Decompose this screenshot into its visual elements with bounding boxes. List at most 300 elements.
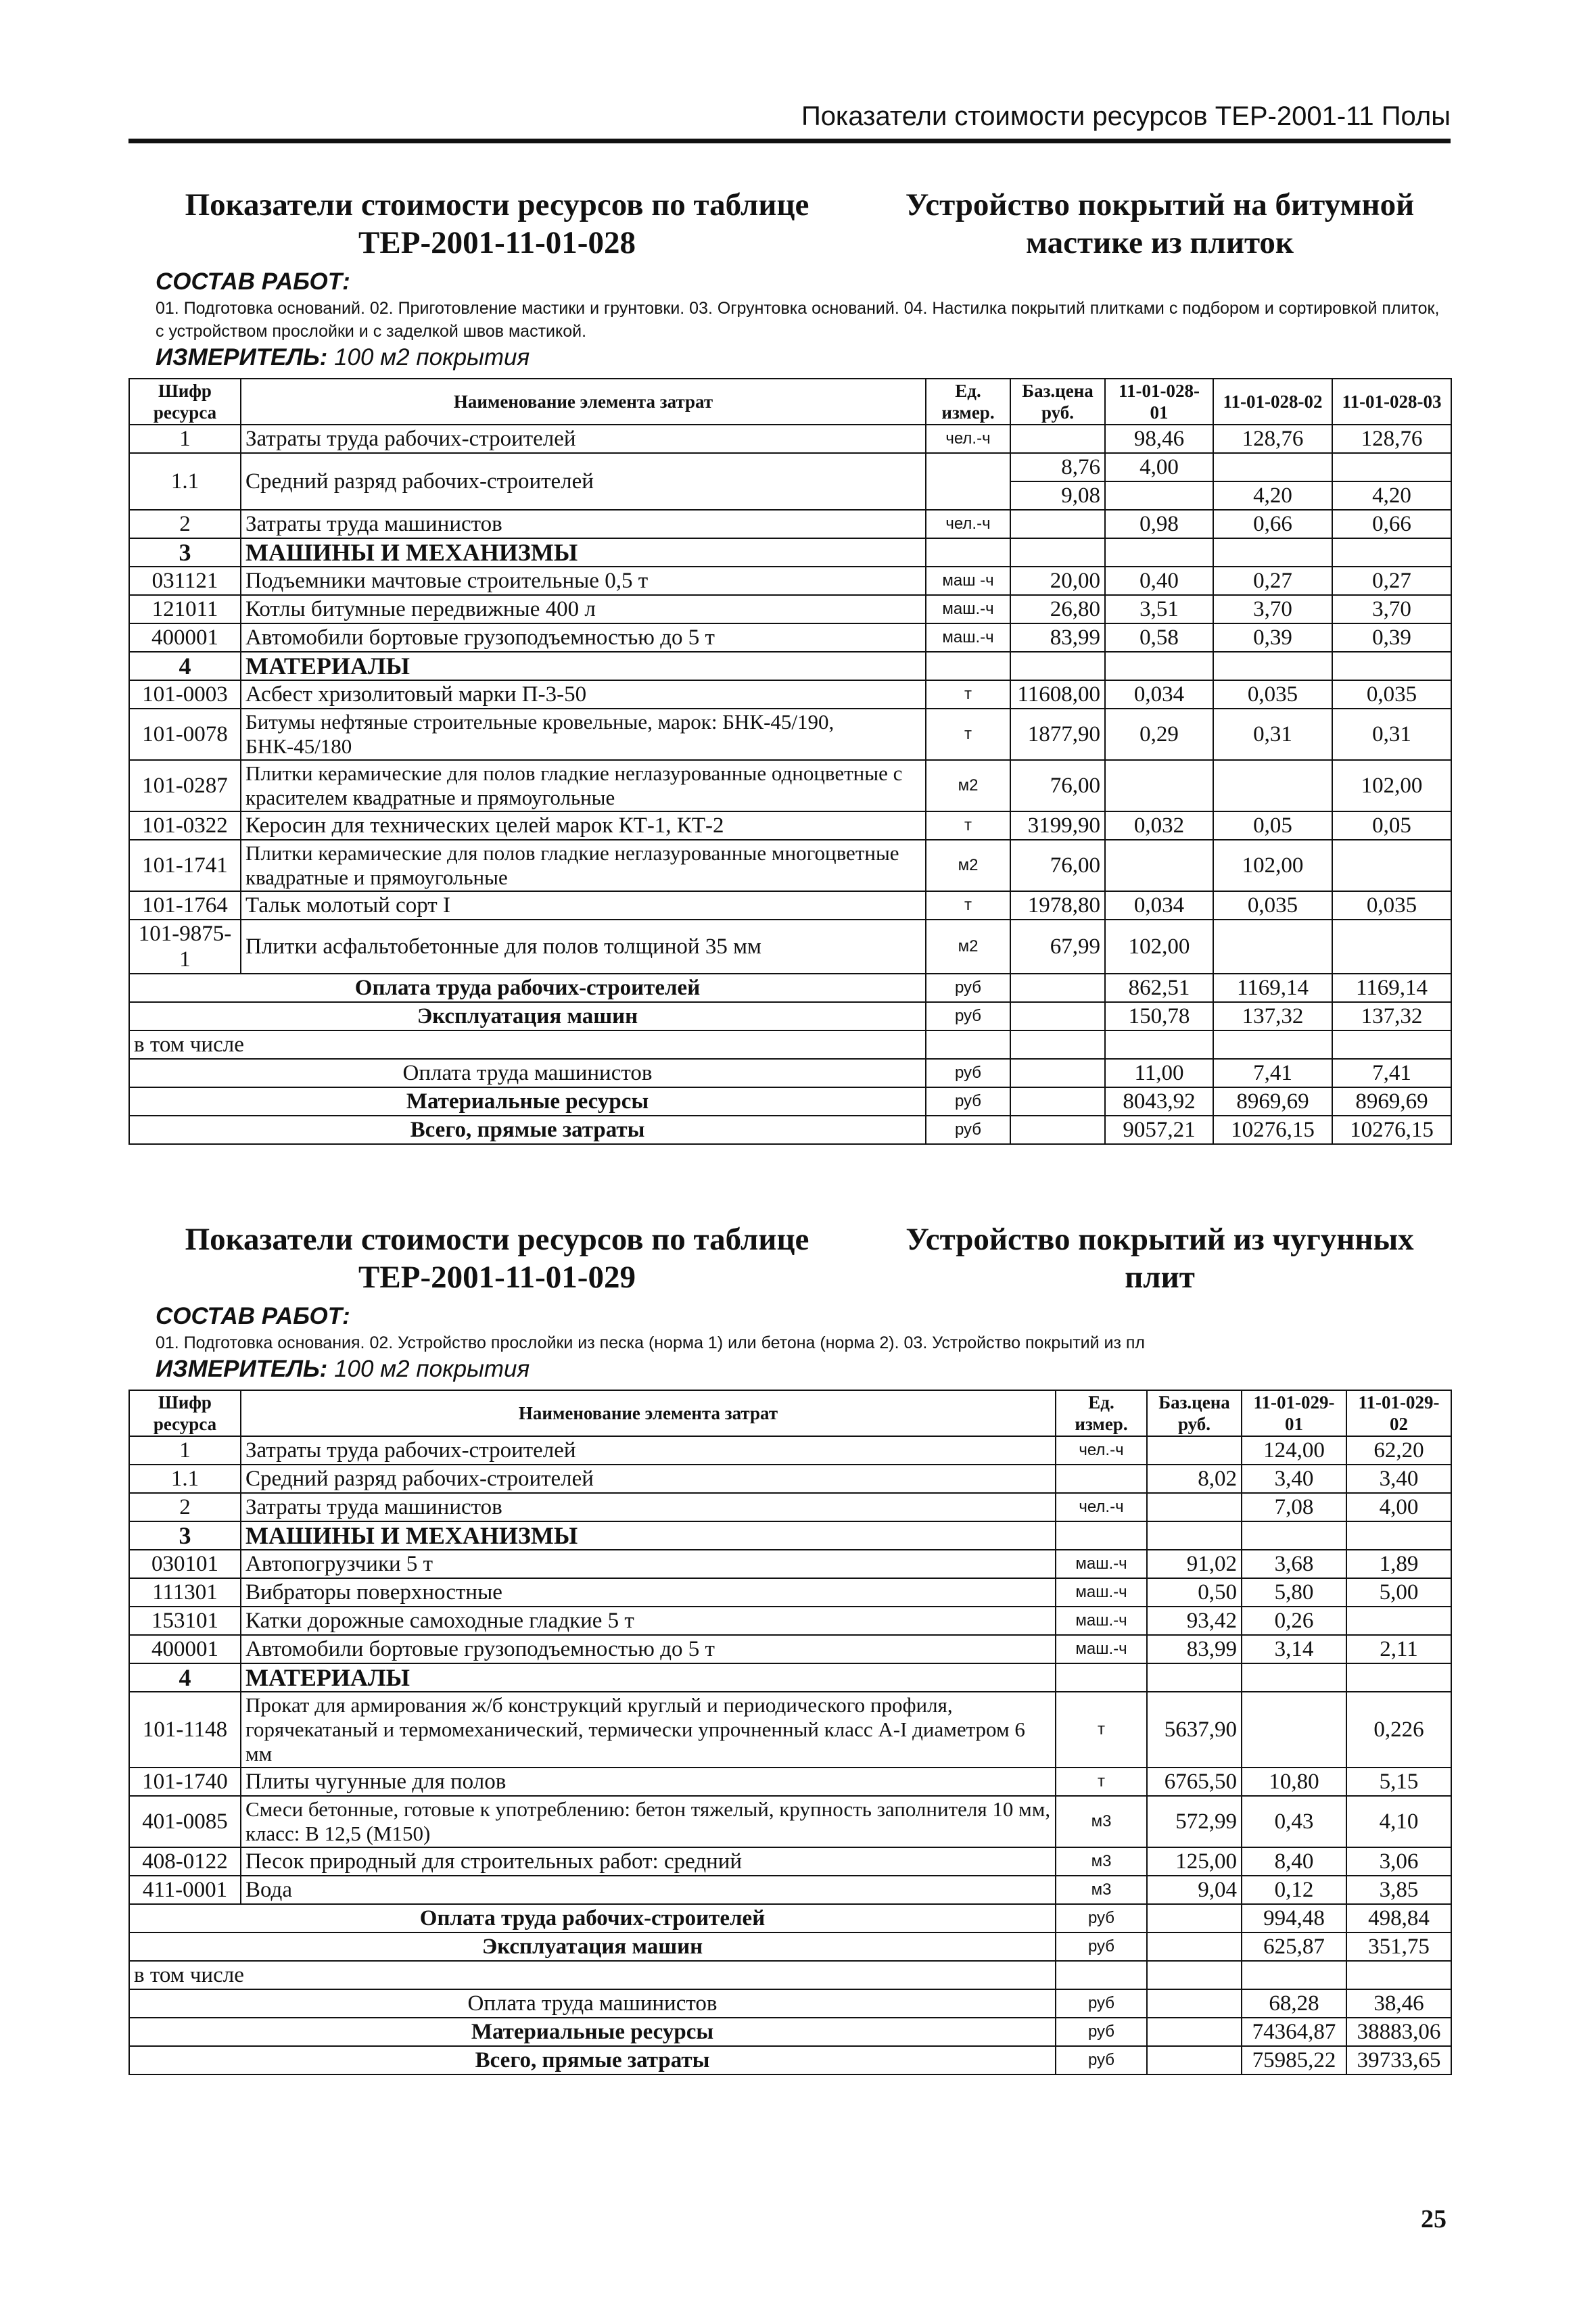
table-row	[129, 811, 1451, 840]
summary-v2: 38883,06	[1346, 2018, 1451, 2046]
row-v1: 0,26	[1242, 1607, 1346, 1635]
row-code: 101-1148	[129, 1692, 241, 1768]
col-norm-02: 11-01-028-02	[1213, 379, 1332, 425]
row-unit: м2	[926, 840, 1010, 891]
composition-text: 01. Подготовка оснований. 02. Приготовление мастики и грунтовки. 03. Огрунтовка оснований. 04. Настилка покрытий плитками с подбором и сортировкой плиток, с устройством прослойки и с заделкой швов мастикой.	[156, 299, 1440, 341]
row-unit: т	[1056, 1768, 1147, 1796]
row-price: 5637,90	[1147, 1692, 1242, 1768]
row-unit: маш.-ч	[926, 595, 1010, 623]
composition-text: 01. Подготовка основания. 02. Устройство прослойки из песка (норма 1) или бетона (норма 2). 03. Устройство покрытий из пл	[156, 1333, 1146, 1352]
col-unit: Ед. измер.	[926, 379, 1010, 425]
table-row	[129, 1876, 1451, 1904]
row-price: 8,76	[1010, 453, 1105, 481]
row-unit: т	[926, 709, 1010, 760]
row-v1	[1105, 481, 1213, 510]
table-row	[129, 1465, 1451, 1493]
row-price: 9,08	[1010, 481, 1105, 510]
summary-empty	[1147, 2046, 1242, 2074]
row-v1	[1242, 1521, 1346, 1550]
row-v1: 3,40	[1242, 1465, 1346, 1493]
row-v3: 4,20	[1332, 481, 1451, 510]
row-v1: 3,51	[1105, 595, 1213, 623]
row-code: 031121	[129, 567, 241, 595]
summary-v3: 137,32	[1332, 1002, 1451, 1030]
row-v2: 2,11	[1346, 1635, 1451, 1663]
row-code: 101-1740	[129, 1768, 241, 1796]
row-v3	[1332, 538, 1451, 567]
summary-empty	[1147, 1932, 1242, 1961]
composition-label: СОСТАВ РАБОТ:	[156, 268, 350, 295]
row-name: Затраты труда рабочих-строителей	[241, 1436, 1056, 1465]
row-price	[1147, 1493, 1242, 1521]
row-unit	[1056, 1663, 1147, 1692]
summary-v3: 7,41	[1332, 1059, 1451, 1087]
row-name: Тальк молотый сорт I	[241, 891, 926, 920]
row-name: Плитки асфальтобетонные для полов толщиной 35 мм	[241, 920, 926, 974]
summary-empty	[1147, 2018, 1242, 2046]
row-v1	[1105, 760, 1213, 811]
row-unit	[1056, 1465, 1147, 1493]
summary-v2: 7,41	[1213, 1059, 1332, 1087]
table-header-row	[129, 1390, 1451, 1436]
table-row	[129, 595, 1451, 623]
row-v1: 0,58	[1105, 623, 1213, 652]
row-price: 83,99	[1010, 623, 1105, 652]
table-row	[129, 1578, 1451, 1607]
row-name: Затраты труда рабочих-строителей	[241, 425, 926, 453]
meter-label: ИЗМЕРИТЕЛЬ:	[156, 1356, 328, 1382]
row-price: 572,99	[1147, 1796, 1242, 1847]
row-unit: маш.-ч	[1056, 1550, 1147, 1578]
summary-v2: 351,75	[1346, 1932, 1451, 1961]
summary-unit: руб	[1056, 1989, 1147, 2018]
summary-v1: 150,78	[1105, 1002, 1213, 1030]
table-row	[129, 567, 1451, 595]
row-name: Песок природный для строительных работ: средний	[241, 1847, 1056, 1876]
row-price: 91,02	[1147, 1550, 1242, 1578]
summary-label: Эксплуатация машин	[129, 1002, 926, 1030]
row-unit	[926, 538, 1010, 567]
summary-row	[129, 1030, 1451, 1059]
row-code: 030101	[129, 1550, 241, 1578]
table-row	[129, 680, 1451, 709]
row-name: Плитки керамические для полов гладкие неглазурованные одноцветные с красителем квадратные и прямоугольные	[241, 760, 926, 811]
summary-v1: 994,48	[1242, 1904, 1346, 1932]
row-unit: м2	[926, 760, 1010, 811]
col-price: Баз.цена руб.	[1147, 1390, 1242, 1436]
row-price: 76,00	[1010, 840, 1105, 891]
row-name: Смеси бетонные, готовые к употреблению: бетон тяжелый, крупность заполнителя 10 мм, класс: В 12,5 (М150)	[241, 1796, 1056, 1847]
row-v1: 10,80	[1242, 1768, 1346, 1796]
row-v3	[1332, 920, 1451, 974]
summary-unit: руб	[926, 1059, 1010, 1087]
row-v1: 0,12	[1242, 1876, 1346, 1904]
summary-unit: руб	[926, 974, 1010, 1002]
row-v1	[1242, 1663, 1346, 1692]
row-v2	[1346, 1521, 1451, 1550]
table-row	[129, 652, 1451, 680]
table-row	[129, 1436, 1451, 1465]
row-price	[1010, 652, 1105, 680]
summary-label: Всего, прямые затраты	[129, 2046, 1056, 2074]
meter-label: ИЗМЕРИТЕЛЬ:	[156, 344, 328, 371]
summary-row	[129, 2018, 1451, 2046]
row-price: 67,99	[1010, 920, 1105, 974]
table-header-row	[129, 379, 1451, 425]
row-v2: 0,226	[1346, 1692, 1451, 1768]
col-name: Наименование элемента затрат	[241, 379, 926, 425]
row-v2: 5,00	[1346, 1578, 1451, 1607]
row-name: Керосин для технических целей марок КТ-1, КТ-2	[241, 811, 926, 840]
summary-label: Материальные ресурсы	[129, 1087, 926, 1116]
summary-v3: 1169,14	[1332, 974, 1451, 1002]
row-v3	[1332, 652, 1451, 680]
summary-row	[129, 1002, 1451, 1030]
section-header	[128, 186, 1451, 267]
summary-v3: 10276,15	[1332, 1116, 1451, 1144]
summary-v3	[1332, 1030, 1451, 1059]
table-row	[129, 1521, 1451, 1550]
row-v2: 1,89	[1346, 1550, 1451, 1578]
row-unit: чел.-ч	[926, 510, 1010, 538]
summary-label: Материальные ресурсы	[129, 2018, 1056, 2046]
table-row	[129, 453, 1451, 481]
row-v3: 0,39	[1332, 623, 1451, 652]
row-price: 3199,90	[1010, 811, 1105, 840]
row-unit	[926, 453, 1010, 510]
summary-row	[129, 1932, 1451, 1961]
row-v2: 4,20	[1213, 481, 1332, 510]
row-price: 125,00	[1147, 1847, 1242, 1876]
row-unit: т	[926, 811, 1010, 840]
row-price: 0,50	[1147, 1578, 1242, 1607]
row-v2: 62,20	[1346, 1436, 1451, 1465]
section-subtitle: Устройство покрытий на битумной мастике из плиток	[905, 187, 1415, 260]
row-unit: т	[1056, 1692, 1147, 1768]
summary-unit: руб	[926, 1116, 1010, 1144]
summary-empty	[1147, 1989, 1242, 2018]
running-header: Показатели стоимости ресурсов ТЕР-2001-11 Полы	[128, 101, 1451, 143]
row-v2: 5,15	[1346, 1768, 1451, 1796]
row-v2: 0,035	[1213, 680, 1332, 709]
page-number: 25	[1421, 2205, 1447, 2233]
summary-v2: 137,32	[1213, 1002, 1332, 1030]
col-norm-01: 11-01-028-01	[1105, 379, 1213, 425]
row-code: 400001	[129, 1635, 241, 1663]
row-name: Котлы битумные передвижные 400 л	[241, 595, 926, 623]
summary-v3: 8969,69	[1332, 1087, 1451, 1116]
row-unit: маш -ч	[926, 567, 1010, 595]
row-v3: 0,035	[1332, 891, 1451, 920]
row-v2: 0,05	[1213, 811, 1332, 840]
row-code: 101-0322	[129, 811, 241, 840]
row-price: 6765,50	[1147, 1768, 1242, 1796]
row-code: 101-1741	[129, 840, 241, 891]
row-code: 408-0122	[129, 1847, 241, 1876]
summary-v1: 74364,87	[1242, 2018, 1346, 2046]
row-name: Битумы нефтяные строительные кровельные, марок: БНК-45/190, БНК-45/180	[241, 709, 926, 760]
row-price: 93,42	[1147, 1607, 1242, 1635]
row-v1: 0,43	[1242, 1796, 1346, 1847]
row-v3	[1332, 840, 1451, 891]
row-name: Затраты труда машинистов	[241, 1493, 1056, 1521]
row-unit: маш.-ч	[1056, 1635, 1147, 1663]
section-header	[128, 1220, 1451, 1302]
table-row	[129, 1635, 1451, 1663]
summary-row	[129, 1116, 1451, 1144]
summary-unit: руб	[926, 1002, 1010, 1030]
summary-v1: 68,28	[1242, 1989, 1346, 2018]
row-price: 83,99	[1147, 1635, 1242, 1663]
row-v3: 128,76	[1332, 425, 1451, 453]
row-v1: 5,80	[1242, 1578, 1346, 1607]
row-price: 76,00	[1010, 760, 1105, 811]
row-v1: 124,00	[1242, 1436, 1346, 1465]
summary-v2: 10276,15	[1213, 1116, 1332, 1144]
row-price: 26,80	[1010, 595, 1105, 623]
table-row	[129, 1796, 1451, 1847]
section-title: Показатели стоимости ресурсов по таблице ТЕР-2001-11-01-029	[185, 1222, 809, 1295]
table-row	[129, 1550, 1451, 1578]
table-row	[129, 1663, 1451, 1692]
summary-unit: руб	[1056, 1932, 1147, 1961]
row-price: 11608,00	[1010, 680, 1105, 709]
row-code: 3	[129, 1521, 241, 1550]
row-v2	[1213, 920, 1332, 974]
section-029	[128, 1220, 1451, 2075]
row-v1: 0,034	[1105, 891, 1213, 920]
row-unit: м2	[926, 920, 1010, 974]
summary-v2: 38,46	[1346, 1989, 1451, 2018]
row-v3: 0,05	[1332, 811, 1451, 840]
summary-v2: 8969,69	[1213, 1087, 1332, 1116]
row-v1: 102,00	[1105, 920, 1213, 974]
summary-v2	[1213, 1030, 1332, 1059]
table-row	[129, 1692, 1451, 1768]
row-v1: 98,46	[1105, 425, 1213, 453]
row-price: 20,00	[1010, 567, 1105, 595]
summary-v2: 39733,65	[1346, 2046, 1451, 2074]
row-v2: 0,27	[1213, 567, 1332, 595]
row-v2: 0,035	[1213, 891, 1332, 920]
row-unit: м3	[1056, 1847, 1147, 1876]
row-v3: 0,035	[1332, 680, 1451, 709]
row-unit: т	[926, 680, 1010, 709]
row-price	[1010, 425, 1105, 453]
row-v3: 0,66	[1332, 510, 1451, 538]
row-v3: 3,70	[1332, 595, 1451, 623]
meter-value: 100 м2 покрытия	[334, 1356, 530, 1382]
row-price: 1877,90	[1010, 709, 1105, 760]
row-v2	[1213, 538, 1332, 567]
summary-unit: руб	[926, 1087, 1010, 1116]
row-v2: 3,70	[1213, 595, 1332, 623]
row-name: Автопогрузчики 5 т	[241, 1550, 1056, 1578]
row-v3: 0,31	[1332, 709, 1451, 760]
row-name: Автомобили бортовые грузоподъемностью до 5 т	[241, 1635, 1056, 1663]
summary-label: Оплата труда машинистов	[129, 1989, 1056, 2018]
summary-v1: 9057,21	[1105, 1116, 1213, 1144]
row-v1: 8,40	[1242, 1847, 1346, 1876]
summary-label: в том числе	[129, 1961, 1056, 1989]
row-v1: 0,98	[1105, 510, 1213, 538]
table-row	[129, 709, 1451, 760]
row-unit: чел.-ч	[1056, 1493, 1147, 1521]
row-unit	[926, 652, 1010, 680]
summary-v1: 625,87	[1242, 1932, 1346, 1961]
row-unit: т	[926, 891, 1010, 920]
row-unit: м3	[1056, 1796, 1147, 1847]
row-v2: 3,40	[1346, 1465, 1451, 1493]
row-v1: 0,034	[1105, 680, 1213, 709]
row-unit	[1056, 1521, 1147, 1550]
row-v2	[1213, 453, 1332, 481]
row-unit: маш.-ч	[1056, 1578, 1147, 1607]
meter-line	[156, 343, 1451, 373]
row-v1: 0,032	[1105, 811, 1213, 840]
row-name: Прокат для армирования ж/б конструкций круглый и периодического профиля, горячекатаный и термомеханический, термически упрочненный класс А-I диаметром 6 мм	[241, 1692, 1056, 1768]
row-v2: 0,31	[1213, 709, 1332, 760]
col-norm-03: 11-01-028-03	[1332, 379, 1451, 425]
row-v1: 7,08	[1242, 1493, 1346, 1521]
row-v1: 4,00	[1105, 453, 1213, 481]
row-code: 111301	[129, 1578, 241, 1607]
summary-unit: руб	[1056, 2046, 1147, 2074]
row-code: 101-0003	[129, 680, 241, 709]
row-v3: 102,00	[1332, 760, 1451, 811]
summary-label: Оплата труда машинистов	[129, 1059, 926, 1087]
summary-empty	[1010, 1030, 1105, 1059]
row-v1	[1105, 652, 1213, 680]
row-code: 411-0001	[129, 1876, 241, 1904]
col-code: Шифр ресурса	[129, 379, 241, 425]
row-name: Вода	[241, 1876, 1056, 1904]
table-row	[129, 891, 1451, 920]
row-code: 101-0287	[129, 760, 241, 811]
row-code: 400001	[129, 623, 241, 652]
row-name: Средний разряд рабочих-строителей	[241, 453, 926, 510]
col-norm-01: 11-01-029-01	[1242, 1390, 1346, 1436]
row-price	[1147, 1436, 1242, 1465]
section-title: Показатели стоимости ресурсов по таблице ТЕР-2001-11-01-028	[185, 187, 809, 260]
summary-empty	[1147, 1904, 1242, 1932]
row-code: 1.1	[129, 453, 241, 510]
composition-label: СОСТАВ РАБОТ:	[156, 1303, 350, 1329]
col-price: Баз.цена руб.	[1010, 379, 1105, 425]
summary-row	[129, 2046, 1451, 2074]
row-v2: 4,00	[1346, 1493, 1451, 1521]
row-v2	[1346, 1607, 1451, 1635]
row-v2	[1213, 652, 1332, 680]
table-row	[129, 840, 1451, 891]
summary-v1: 862,51	[1105, 974, 1213, 1002]
col-norm-02: 11-01-029-02	[1346, 1390, 1451, 1436]
row-code: 2	[129, 1493, 241, 1521]
row-unit: маш.-ч	[926, 623, 1010, 652]
row-name: Асбест хризолитовый марки П-3-50	[241, 680, 926, 709]
row-name: МАШИНЫ И МЕХАНИЗМЫ	[241, 1521, 1056, 1550]
summary-label: Оплата труда рабочих-строителей	[129, 974, 926, 1002]
row-name: Вибраторы поверхностные	[241, 1578, 1056, 1607]
meter-value: 100 м2 покрытия	[334, 344, 530, 371]
summary-v1	[1105, 1030, 1213, 1059]
row-v2	[1213, 760, 1332, 811]
resource-table-029	[128, 1390, 1452, 2075]
row-code: 101-1764	[129, 891, 241, 920]
summary-v1: 75985,22	[1242, 2046, 1346, 2074]
row-unit: чел.-ч	[1056, 1436, 1147, 1465]
summary-empty	[1010, 974, 1105, 1002]
row-v1: 0,40	[1105, 567, 1213, 595]
row-code: 1	[129, 425, 241, 453]
summary-empty	[1010, 1059, 1105, 1087]
table-row	[129, 1493, 1451, 1521]
row-code: 121011	[129, 595, 241, 623]
table-row	[129, 623, 1451, 652]
summary-v1: 8043,92	[1105, 1087, 1213, 1116]
row-code: 101-0078	[129, 709, 241, 760]
table-row	[129, 1607, 1451, 1635]
row-name: МАТЕРИАЛЫ	[241, 1663, 1056, 1692]
row-code: 4	[129, 1663, 241, 1692]
summary-empty	[1147, 1961, 1242, 1989]
summary-empty	[1010, 1116, 1105, 1144]
row-code: 401-0085	[129, 1796, 241, 1847]
row-v2: 3,85	[1346, 1876, 1451, 1904]
row-v2: 102,00	[1213, 840, 1332, 891]
table-row	[129, 760, 1451, 811]
row-v1: 3,68	[1242, 1550, 1346, 1578]
row-v2: 128,76	[1213, 425, 1332, 453]
row-code: 3	[129, 538, 241, 567]
summary-unit	[926, 1030, 1010, 1059]
row-unit: чел.-ч	[926, 425, 1010, 453]
row-name: Средний разряд рабочих-строителей	[241, 1465, 1056, 1493]
row-v2: 3,06	[1346, 1847, 1451, 1876]
row-price	[1010, 510, 1105, 538]
summary-row	[129, 974, 1451, 1002]
row-name: Затраты труда машинистов	[241, 510, 926, 538]
row-code: 1	[129, 1436, 241, 1465]
section-028	[128, 186, 1451, 1145]
row-name: Катки дорожные самоходные гладкие 5 т	[241, 1607, 1056, 1635]
table-row	[129, 1768, 1451, 1796]
col-code: Шифр ресурса	[129, 1390, 241, 1436]
row-v1	[1105, 840, 1213, 891]
table-row	[129, 510, 1451, 538]
row-name: МАШИНЫ И МЕХАНИЗМЫ	[241, 538, 926, 567]
row-v3	[1332, 453, 1451, 481]
row-v3: 0,27	[1332, 567, 1451, 595]
row-name: Автомобили бортовые грузоподъемностью до 5 т	[241, 623, 926, 652]
row-v1: 3,14	[1242, 1635, 1346, 1663]
meter-line	[156, 1354, 1451, 1384]
summary-v2: 1169,14	[1213, 974, 1332, 1002]
summary-v2	[1346, 1961, 1451, 1989]
summary-label: Всего, прямые затраты	[129, 1116, 926, 1144]
row-code: 101-9875-1	[129, 920, 241, 974]
col-unit: Ед. измер.	[1056, 1390, 1147, 1436]
col-name: Наименование элемента затрат	[241, 1390, 1056, 1436]
summary-v1: 11,00	[1105, 1059, 1213, 1087]
summary-empty	[1010, 1087, 1105, 1116]
row-price	[1010, 538, 1105, 567]
summary-empty	[1010, 1002, 1105, 1030]
row-price: 1978,80	[1010, 891, 1105, 920]
row-v2: 0,66	[1213, 510, 1332, 538]
summary-v1	[1242, 1961, 1346, 1989]
row-name: МАТЕРИАЛЫ	[241, 652, 926, 680]
